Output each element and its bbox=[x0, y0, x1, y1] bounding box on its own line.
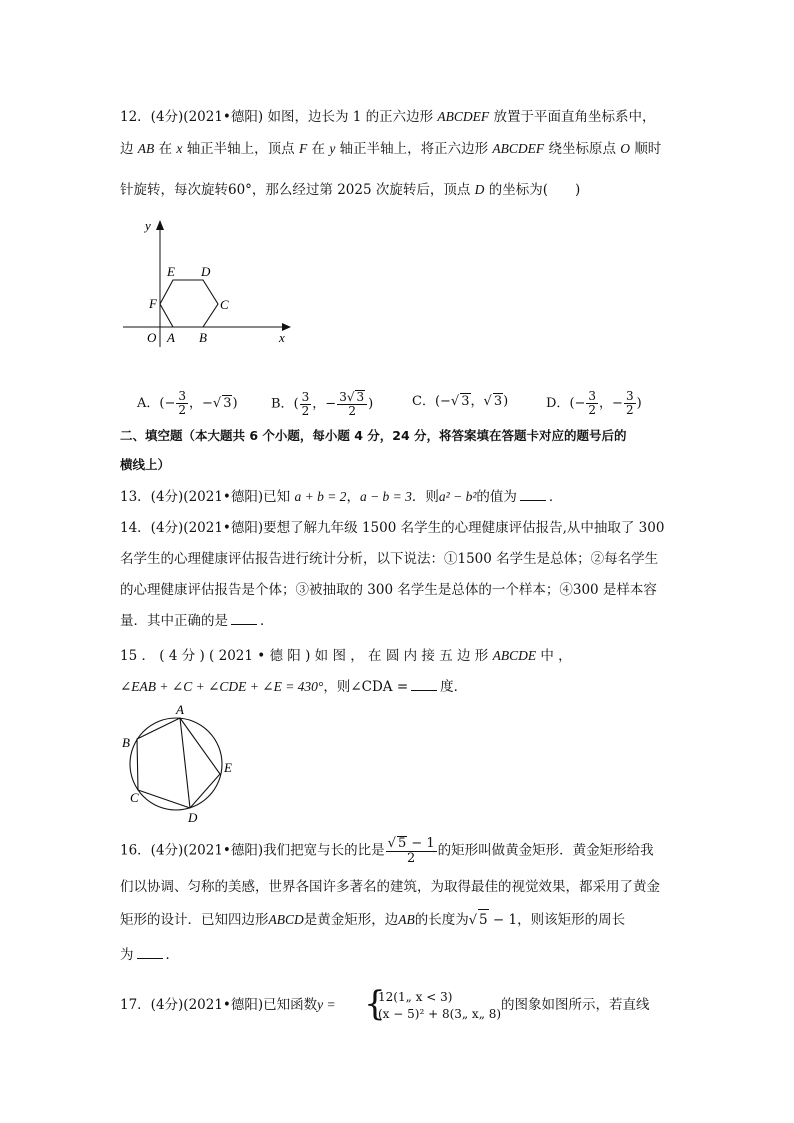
q12-text: 顺时 bbox=[634, 141, 662, 157]
coefficient: 3 bbox=[339, 390, 347, 404]
q12-var: D bbox=[474, 182, 485, 197]
q13-text: 已知 bbox=[263, 489, 291, 505]
option-text: ，− bbox=[599, 396, 623, 411]
q16-var: ABCD bbox=[268, 912, 304, 927]
q16-line-3: 矩形的设计．已知四边形ABCD是黄金矩形，边AB的长度为√ 5 − 1，则该矩形的周长 bbox=[120, 909, 625, 931]
q13-text: ．则 bbox=[411, 489, 439, 505]
q16-text: 的长度为 bbox=[414, 912, 469, 928]
q12-hexagon-name: ABCDEF bbox=[492, 141, 545, 156]
q16-line-1 bbox=[120, 836, 654, 864]
denominator: 2 bbox=[178, 403, 186, 417]
numerator-tail: − 1 bbox=[407, 836, 435, 851]
q13-equation-1: a + b = 2 bbox=[294, 489, 347, 504]
q14-line-3: 的心理健康评估报告是个体；③被抽取的 300 名学生是总体的一个样本；④300 是样本容 bbox=[120, 582, 657, 598]
radicand: 3 bbox=[223, 396, 232, 411]
q15-text: 15 ． ( 4 分 ) ( 2021 • 德 阳 ) 如 图 ， 在 圆 内 接 五 边 形 bbox=[120, 648, 489, 664]
fraction bbox=[337, 390, 367, 418]
q16-line-4 bbox=[120, 945, 179, 965]
q14-text: 量．其中正确的是 bbox=[120, 613, 228, 629]
vertex-label-a: A bbox=[176, 702, 184, 717]
q17-text-tail: 的图象如图所示，若直线 bbox=[501, 997, 650, 1013]
denominator: 2 bbox=[625, 403, 634, 417]
q16-text: 为 bbox=[120, 947, 134, 963]
q15-line-1 bbox=[120, 646, 572, 666]
q12-text: 在 bbox=[311, 141, 326, 157]
numerator: 3√ 3 bbox=[337, 390, 367, 405]
q12-text: 针旋转，每次旋转60°，那么经过第 2025 次旋转后，顶点 bbox=[120, 182, 471, 198]
q12-line-3 bbox=[120, 180, 580, 200]
q16-text: ，则该矩形的周长 bbox=[517, 912, 626, 928]
q12-line-2 bbox=[120, 139, 661, 159]
option-text: ( bbox=[293, 396, 299, 412]
q12-option-c: C．(−√ 3，√ 3) bbox=[412, 394, 509, 409]
q12-text: 在 bbox=[158, 141, 173, 157]
radicand: 3 bbox=[493, 394, 503, 409]
piecewise-case-2: (x − 5)² + 8(3„ x„ 8) bbox=[378, 1007, 502, 1021]
fraction bbox=[586, 390, 598, 417]
piecewise-case-1: 12(1„ x < 3) bbox=[378, 990, 453, 1004]
q15-text: 中 ， bbox=[540, 648, 572, 664]
section-2-heading-cont: 横线上） bbox=[120, 457, 171, 472]
option-text: ，− bbox=[189, 396, 213, 411]
q14-line-2: 名学生的心理健康评估报告进行统计分析，以下说法：①1500 名学生是总体；②每名学生 bbox=[120, 551, 659, 567]
q17-function: y = bbox=[317, 997, 336, 1012]
denominator: 2 bbox=[588, 403, 597, 417]
q15-text: 度． bbox=[440, 679, 468, 695]
q12-number: 12．(4分)(2021•德阳) bbox=[120, 109, 264, 125]
q13-text: 的值为 bbox=[476, 489, 517, 505]
option-text: ) bbox=[503, 394, 509, 409]
q13-text: ． bbox=[548, 489, 563, 505]
numerator: 3 bbox=[588, 389, 597, 403]
q13-text: ， bbox=[346, 489, 360, 505]
q16-text: 矩形的设计．已知四边形 bbox=[120, 912, 269, 928]
option-label: C． bbox=[412, 394, 435, 409]
section-2-heading: 二、填空题（本大题共 6 个小题，每小题 4 分，24 分，将答案填在答题卡对应的题号后的 bbox=[120, 428, 627, 443]
q16-text: ． bbox=[165, 947, 179, 963]
option-text: (− bbox=[159, 396, 176, 411]
q12-text: 的坐标为( ) bbox=[488, 182, 581, 198]
golden-ratio-fraction bbox=[386, 836, 437, 866]
q13-line bbox=[120, 487, 562, 507]
option-label: A． bbox=[137, 396, 160, 411]
radicand: 3 bbox=[356, 390, 365, 404]
q12-var: x bbox=[176, 141, 183, 156]
option-text: ) bbox=[636, 396, 642, 411]
q12-text: 边 bbox=[120, 141, 134, 157]
numerator: 3 bbox=[178, 389, 186, 403]
q15-pentagon-figure bbox=[118, 702, 248, 827]
q14-text: ． bbox=[260, 613, 274, 629]
q12-hexagon-figure bbox=[115, 212, 305, 352]
pentagon-shape bbox=[137, 718, 220, 808]
q16-text: 16．(4分)(2021•德阳)我们把宽与长的比是 bbox=[120, 842, 385, 859]
q12-var: y bbox=[329, 141, 336, 156]
q13-equation-2: a − b = 3 bbox=[359, 489, 412, 504]
q12-var: O bbox=[620, 141, 631, 156]
q15-line-2 bbox=[120, 677, 467, 697]
denominator: 2 bbox=[301, 403, 310, 418]
q13-number: 13．(4分)(2021•德阳) bbox=[120, 489, 264, 505]
radicand: 5 bbox=[478, 909, 489, 930]
vertex-label-d: D bbox=[188, 810, 198, 825]
origin-label-o: O bbox=[147, 330, 157, 345]
fraction bbox=[300, 391, 312, 418]
q13-expression: a² − b² bbox=[438, 489, 477, 504]
denominator: 2 bbox=[407, 851, 416, 866]
q14-line-4 bbox=[120, 611, 274, 631]
radicand: 3 bbox=[461, 394, 470, 409]
option-text: ) bbox=[368, 396, 374, 412]
piecewise-cases bbox=[378, 989, 501, 1023]
option-text: ) bbox=[232, 396, 238, 411]
q12-text: 如图，边长为 1 的正六边形 bbox=[267, 109, 434, 125]
q16-line-2: 们以协调、匀称的美感，世界各国许多著名的建筑，为取得最佳的视觉效果，都采用了黄金 bbox=[120, 879, 660, 895]
vertex-label-c: C bbox=[130, 790, 139, 805]
q12-option-a: A．(− $\frac{3}{2}$ ，−√ 3) bbox=[137, 389, 238, 417]
answer-blank bbox=[231, 612, 257, 625]
vertex-label-a: A bbox=[167, 330, 175, 345]
q12-hexagon-name: ABCDEF bbox=[437, 109, 490, 124]
q12-text: 放置于平面直角坐标系中， bbox=[493, 109, 656, 125]
answer-blank bbox=[411, 678, 437, 691]
vertex-label-b: B bbox=[122, 735, 130, 750]
hexagon-shape bbox=[160, 280, 218, 327]
vertex-label-e: E bbox=[167, 264, 175, 279]
q12-option-b bbox=[271, 390, 373, 418]
q16-text: − 1 bbox=[488, 912, 518, 928]
option-text: ， bbox=[470, 394, 484, 409]
q16-text: 的矩形叫做黄金矩形．黄金矩形给我 bbox=[437, 842, 654, 859]
q12-text: 绕坐标原点 bbox=[548, 141, 616, 157]
piecewise-brace: { bbox=[364, 984, 386, 1024]
numerator: √ 5 − 1 bbox=[387, 836, 435, 851]
answer-blank bbox=[137, 946, 163, 959]
y-axis-arrow-icon bbox=[156, 220, 164, 230]
vertex-label-d: D bbox=[201, 264, 211, 279]
axis-label-y: y bbox=[145, 218, 151, 233]
q12-text: 轴正半轴上，将正六边形 bbox=[339, 141, 489, 157]
q17-line-1 bbox=[120, 995, 336, 1015]
denominator: 2 bbox=[348, 404, 356, 418]
radicand: 5 bbox=[397, 836, 407, 851]
vertex-label-c: C bbox=[220, 297, 229, 312]
q16-var: AB bbox=[398, 912, 415, 927]
q17-number: 17．(4分)(2021•德阳)已知函数 bbox=[120, 997, 318, 1013]
q15-text: ，则∠CDA = bbox=[323, 679, 409, 695]
answer-blank bbox=[520, 488, 546, 501]
vertex-label-f: F bbox=[149, 296, 157, 311]
option-text: ，− bbox=[312, 396, 337, 412]
circumscribed-circle bbox=[130, 718, 222, 810]
q14-line-1: 14．(4分)(2021•德阳)要想了解九年级 1500 名学生的心理健康评估报告,从中抽取了 300 bbox=[120, 520, 665, 536]
option-label: B． bbox=[271, 396, 294, 412]
q16-text: 是黄金矩形，边 bbox=[303, 912, 399, 928]
vertex-label-e: E bbox=[224, 760, 232, 775]
option-text: (− bbox=[434, 394, 451, 409]
vertex-label-b: B bbox=[199, 330, 207, 345]
q15-polygon-name: ABCDE bbox=[492, 648, 537, 663]
q12-var: F bbox=[298, 141, 308, 156]
option-text: (− bbox=[569, 396, 586, 411]
q12-var: AB bbox=[137, 141, 155, 156]
fraction bbox=[176, 390, 188, 417]
numerator: 3 bbox=[301, 389, 310, 404]
fraction bbox=[624, 390, 636, 417]
diagonal-ad bbox=[180, 718, 190, 808]
q12-line-1 bbox=[120, 107, 655, 127]
axis-label-x: x bbox=[279, 330, 285, 345]
q12-option-d bbox=[546, 390, 642, 417]
numerator: 3 bbox=[625, 389, 634, 403]
q12-text: 轴正半轴上，顶点 bbox=[186, 141, 295, 157]
q15-equation: ∠EAB + ∠C + ∠CDE + ∠E = 430° bbox=[120, 679, 324, 694]
option-label: D． bbox=[546, 396, 570, 411]
